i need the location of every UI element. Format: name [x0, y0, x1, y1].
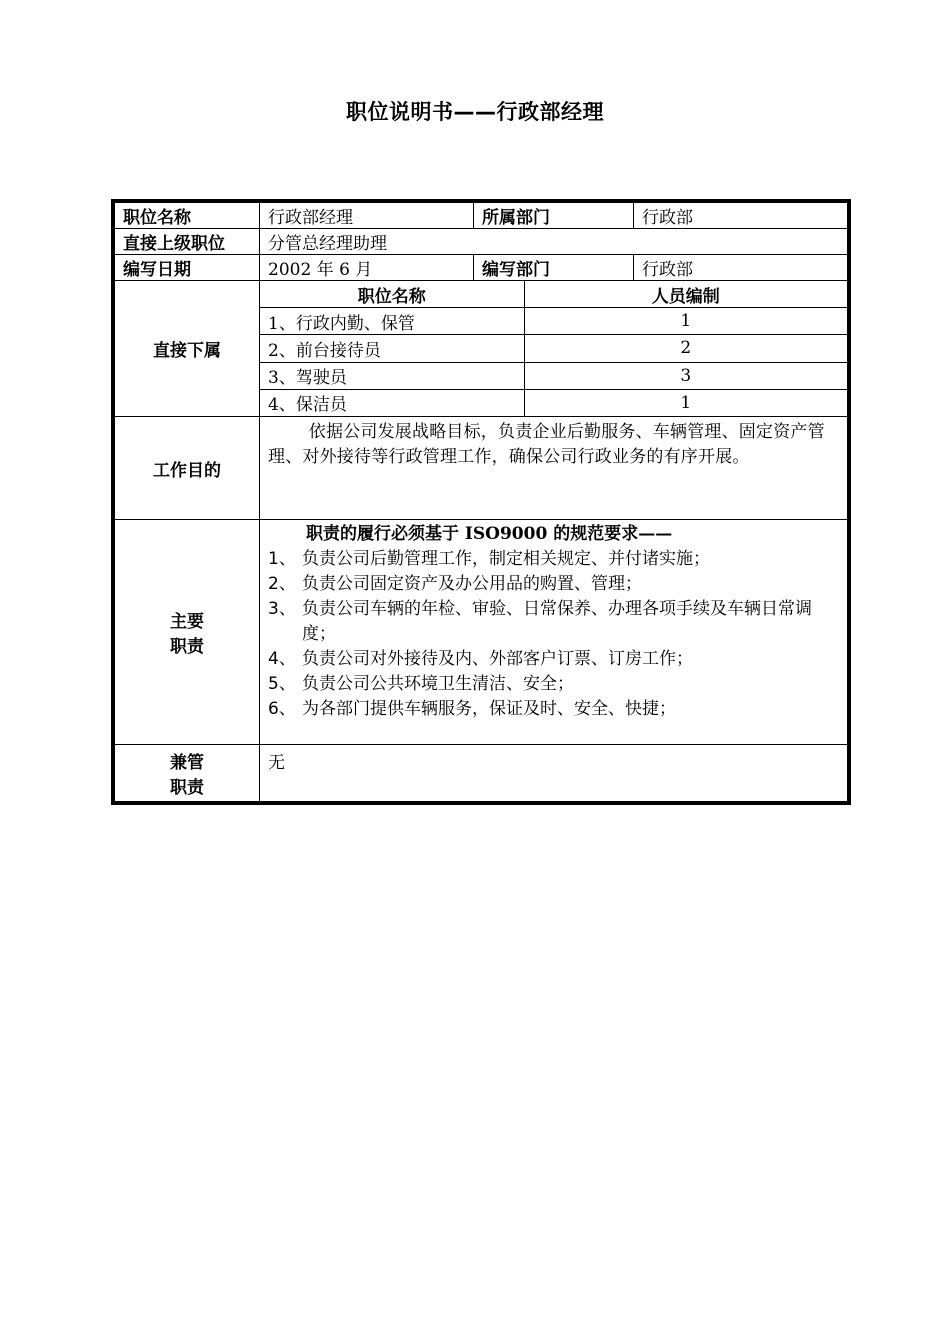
list-item [268, 572, 839, 597]
subordinate-name: 3、驾驶员 [260, 362, 524, 389]
duty-number: 2、 [268, 574, 296, 594]
list-item [268, 672, 839, 697]
author-dept-label: 编写部门 [474, 255, 634, 281]
subordinate-count: 3 [524, 362, 847, 389]
list-item [268, 697, 839, 722]
row-purpose [115, 417, 848, 520]
concurrent-value: 无 [260, 745, 848, 802]
date-value: 2002 年 6 月 [260, 255, 474, 281]
department-label: 所属部门 [474, 203, 634, 229]
concurrent-label-line1: 兼管 [170, 753, 204, 773]
duties-content [260, 520, 848, 745]
table-row [260, 362, 847, 389]
row-superior [115, 229, 848, 255]
job-description-table [111, 199, 851, 805]
duty-number: 3、 [268, 599, 296, 619]
duties-heading: 职责的履行必须基于 ISO9000 的规范要求—— [306, 524, 673, 544]
row-concurrent [115, 745, 848, 802]
duty-text: 负责公司对外接待及内、外部客户订票、订房工作； [302, 649, 693, 669]
table-row [260, 308, 847, 335]
duties-label-line1: 主要 [170, 612, 204, 632]
subordinate-name: 2、前台接待员 [260, 335, 524, 362]
subordinate-count: 1 [524, 308, 847, 335]
superior-label: 直接上级职位 [115, 229, 260, 255]
superior-value: 分管总经理助理 [260, 229, 848, 255]
purpose-label: 工作目的 [115, 417, 260, 520]
table-row [260, 335, 847, 362]
duty-number: 1、 [268, 549, 296, 569]
position-name-value: 行政部经理 [260, 203, 474, 229]
duty-text: 负责公司公共环境卫生清洁、安全； [302, 674, 574, 694]
duty-number: 4、 [268, 649, 296, 669]
department-value: 行政部 [634, 203, 848, 229]
row-duties [115, 520, 848, 745]
subordinate-name: 4、保洁员 [260, 389, 524, 416]
author-dept-value: 行政部 [634, 255, 848, 281]
purpose-text: 依据公司发展战略目标，负责企业后勤服务、车辆管理、固定资产管理、对外接待等行政管理工作，确保公司行政业务的有序开展。 [260, 417, 848, 520]
concurrent-label [115, 745, 260, 802]
duties-label-line2: 职责 [170, 637, 204, 657]
subordinate-name: 1、行政内勤、保管 [260, 308, 524, 335]
table-row [260, 389, 847, 416]
list-item [268, 647, 839, 672]
duty-number: 6、 [268, 699, 296, 719]
duty-text: 为各部门提供车辆服务，保证及时、安全、快捷； [302, 699, 676, 719]
duty-text: 负责公司后勤管理工作，制定相关规定、并付诸实施； [302, 549, 710, 569]
row-position-name [115, 203, 848, 229]
subordinates-label: 直接下属 [115, 281, 260, 417]
subordinate-count: 1 [680, 392, 692, 413]
date-label: 编写日期 [115, 255, 260, 281]
page-title: 职位说明书——行政部经理 [346, 100, 604, 124]
subordinate-count: 2 [524, 335, 847, 362]
list-item [268, 597, 839, 647]
duty-text: 负责公司车辆的年检、审验、日常保养、办理各项手续及车辆日常调度； [302, 599, 812, 644]
duties-label [115, 520, 260, 745]
row-date [115, 255, 848, 281]
subordinates-header [260, 281, 847, 308]
row-subordinates [115, 281, 848, 417]
subordinates-col-count: 人员编制 [524, 281, 847, 308]
duty-number: 5、 [268, 674, 296, 694]
subordinates-table [260, 281, 847, 416]
list-item [268, 547, 839, 572]
duty-text: 负责公司固定资产及办公用品的购置、管理； [302, 574, 642, 594]
position-name-label: 职位名称 [115, 203, 260, 229]
concurrent-label-line2: 职责 [170, 778, 204, 798]
subordinates-col-name: 职位名称 [260, 281, 524, 308]
